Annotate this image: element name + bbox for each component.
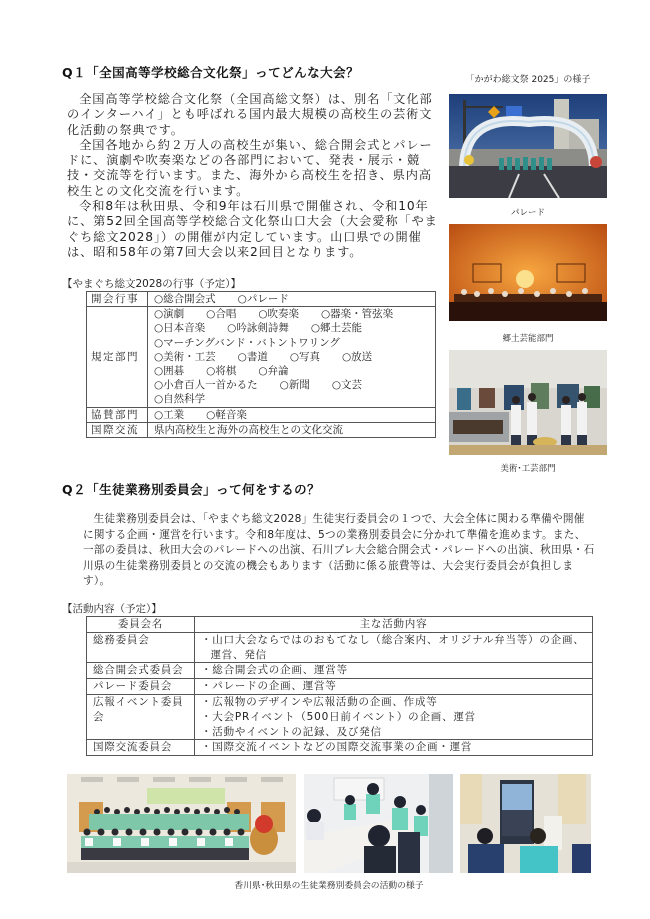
committee-activity: ・国際交流イベントなどの国際交流事業の企画・運営 xyxy=(201,741,473,754)
event-item: ○日本音楽 xyxy=(154,322,206,335)
q1-paragraph: 全国各地から約２万人の高校生が集い、総合開会式とパレードに、演劇や吹奏楽などの各部門において、発表・展示・競技・交流等を行います。また、海外から高校生を招き、県内高校生との文化交流を行います。 xyxy=(67,137,433,198)
committee-name: パレード委員会 xyxy=(87,679,195,695)
committees-table-title: 【活動内容（予定）】 xyxy=(62,603,162,615)
group-photo xyxy=(67,774,296,873)
committee-row xyxy=(87,694,593,739)
q2-heading: Q２「生徒業務別委員会」って何をするの？ xyxy=(62,482,321,497)
event-item: ○放送 xyxy=(342,350,373,363)
event-items-line xyxy=(154,423,429,437)
committee-name: 総合開会式委員会 xyxy=(87,663,195,679)
meeting-photo xyxy=(304,774,453,873)
committee-activities xyxy=(195,740,593,756)
event-item: ○自然科学 xyxy=(154,393,206,406)
event-category-label: 開会行事 xyxy=(87,292,148,307)
event-item: ○囲碁 xyxy=(154,365,185,378)
event-category-items xyxy=(148,307,436,407)
traditional-arts-caption: 郷土芸能部門 xyxy=(502,334,554,344)
video-call-photo xyxy=(460,774,591,873)
event-item: ○美術・工芸 xyxy=(154,350,216,363)
group-image xyxy=(67,774,296,873)
header-main-activities: 主な活動内容 xyxy=(195,617,593,633)
event-items-line xyxy=(154,307,429,321)
committee-name: 広報イベント委員会 xyxy=(87,694,195,739)
committee-row xyxy=(87,663,593,679)
q2-paragraph: 生徒業務別委員会は、「やまぐち総文2028」生徒実行委員会の１つで、大会全体に関わる準備や開催に関する企画・運営を行います。令和8年度は、5つの業務別委員会に分かれて準備を進めます。また、一部の委員は、秋田大会のパレードへの出演、石川プレ大会総合開会式・パレードへの出演、秋田県・石川県の生徒業務別委員との交流の機会もあります（活動に係る旅費等は、大会実行委員会が負担します）。 xyxy=(83,513,595,588)
event-items-line xyxy=(154,321,429,335)
event-items-line xyxy=(154,408,429,422)
event-category-label: 協賛部門 xyxy=(87,407,148,422)
event-category-label: 規定部門 xyxy=(87,307,148,407)
event-item: ○総合開会式 xyxy=(154,293,216,305)
parade-caption: パレード xyxy=(510,208,545,218)
event-items-line xyxy=(154,392,429,406)
event-item: ○マーチングバンド・バトントワリング xyxy=(154,336,340,349)
committee-activity: ・活動やイベントの記録、及び発信 xyxy=(201,725,382,738)
event-item: ○将棋 xyxy=(206,365,237,378)
event-items-line xyxy=(154,378,429,392)
meeting-image xyxy=(304,774,453,873)
committee-activity: ・総合開会式の企画、運営等 xyxy=(201,664,348,677)
event-item: ○器楽・管弦楽 xyxy=(321,308,394,321)
event-items-line xyxy=(154,350,429,364)
committee-name: 総務委員会 xyxy=(87,632,195,663)
committee-activities xyxy=(195,632,593,663)
header-committee-name: 委員会名 xyxy=(87,617,195,633)
q1-body xyxy=(67,92,439,260)
committee-activities xyxy=(195,694,593,739)
q2-body xyxy=(83,512,595,590)
events-table-title: 【やまぐち総文2028の行事（予定）】 xyxy=(62,278,241,290)
event-item: ○パレード xyxy=(237,293,289,305)
q1-paragraph: 令和8年は秋田県、令和9年は石川県で開催され、令和10年に、第52回全国高等学校総合文化祭山口大会（大会愛称「やまぐち総文2028」）の開催が内定しています。山口県での開催は、昭和58年の第7回大会以来2回目となります。 xyxy=(67,199,438,259)
committee-activity: ・大会PRイベント（500日前イベント）の企画、運営 xyxy=(201,710,476,723)
committee-row xyxy=(87,632,593,663)
bottom-photos-caption: 香川県･秋田県の生徒業務別委員会の活動の様子 xyxy=(234,881,424,891)
event-items-line xyxy=(154,336,429,350)
event-item: ○書道 xyxy=(237,350,268,363)
fine-arts-image xyxy=(449,350,607,455)
events-table xyxy=(86,291,436,438)
event-item: ○弁論 xyxy=(258,365,289,378)
traditional-arts-photo xyxy=(449,224,607,321)
video-call-image xyxy=(460,774,591,873)
events-table-row xyxy=(87,422,436,437)
fine-arts-photo xyxy=(449,350,607,455)
committee-activity: ・広報物のデザインや広報活動の企画、作成等 xyxy=(201,695,438,708)
event-category-items xyxy=(148,292,436,307)
sidebar-photos-title: 「かがわ総文祭 2025」の様子 xyxy=(465,75,591,85)
committee-activity: ・山口大会ならではのおもてなし（総合案内、オリジナル弁当等）の企画、運営、発信 xyxy=(201,633,585,661)
parade-photo xyxy=(449,94,607,198)
fine-arts-caption: 美術･工芸部門 xyxy=(500,464,556,474)
committee-activities xyxy=(195,663,593,679)
event-category-items xyxy=(148,422,436,437)
event-item: ○文芸 xyxy=(331,379,363,392)
event-category-label: 国際交流 xyxy=(87,422,148,437)
events-table-row xyxy=(87,407,436,422)
event-item: ○吹奏楽 xyxy=(258,308,300,321)
event-items-line xyxy=(154,292,429,306)
committee-row xyxy=(87,679,593,695)
parade-image xyxy=(449,94,607,198)
q1-heading: Q１「全国高等学校総合文化祭」ってどんな大会？ xyxy=(62,65,360,80)
event-item: ○小倉百人一首かるた xyxy=(154,379,258,392)
q1-paragraph: 全国高等学校総合文化祭（全国高総文祭）は、別名「文化部のインターハイ」とも呼ばれる国内最大規模の高校生の芸術文化活動の祭典です。 xyxy=(67,92,433,137)
event-item: ○軽音楽 xyxy=(206,408,247,421)
committee-activities xyxy=(195,679,593,695)
event-item: ○合唱 xyxy=(206,308,237,321)
traditional-arts-image xyxy=(449,224,607,321)
events-table-row xyxy=(87,292,436,307)
committees-table xyxy=(86,616,593,756)
event-item: ○工業 xyxy=(154,408,185,421)
committee-activity: ・パレードの企画、運営等 xyxy=(201,680,337,693)
event-item: 県内高校生と海外の高校生との文化交流 xyxy=(154,423,343,436)
event-category-items xyxy=(148,407,436,422)
event-item: ○吟詠剣詩舞 xyxy=(227,322,289,335)
committee-row xyxy=(87,740,593,756)
event-item: ○郷土芸能 xyxy=(310,322,363,335)
event-item: ○新聞 xyxy=(279,379,310,392)
event-items-line xyxy=(154,364,429,378)
committee-name: 国際交流委員会 xyxy=(87,740,195,756)
events-table-row xyxy=(87,307,436,407)
event-item: ○演劇 xyxy=(154,308,185,321)
event-item: ○写真 xyxy=(289,350,321,363)
